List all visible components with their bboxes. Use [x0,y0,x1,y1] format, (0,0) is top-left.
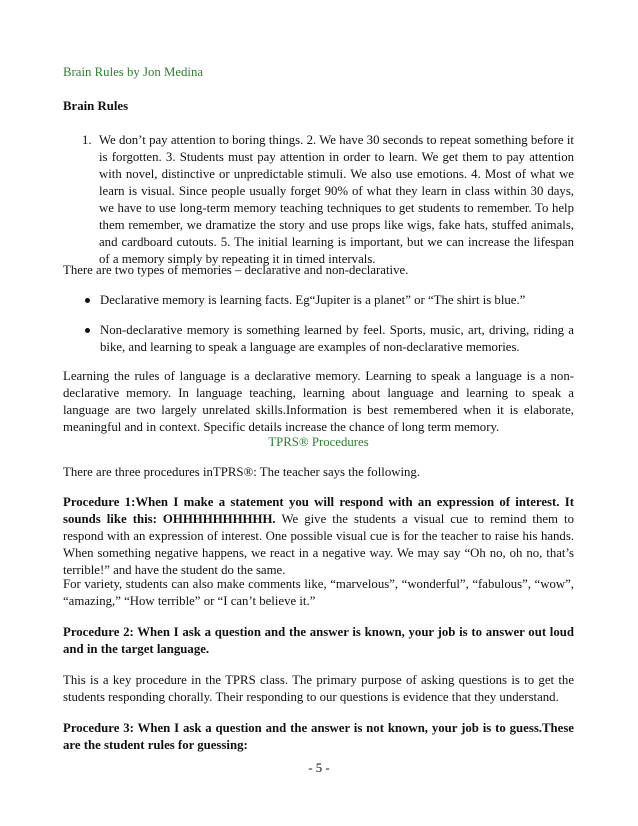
bullet-icon [85,328,90,333]
variety-paragraph: For variety, students can also make comments like, “marvelous”, “wonderful”, “fabulous”, “wow”, “amazing,” “How terrible” or “I can’t believe it.” [63,577,574,608]
tprs-intro: There are three procedures inTPRS®: The teacher says the following. [63,465,421,479]
bullet-icon [85,298,90,303]
procedure-2-text: This is a key procedure in the TPRS class. The primary purpose of asking questions is to get the students responding chorally. Their responding to our questions is evidence that they understand. [63,673,574,704]
list-item-text: We don’t pay attention to boring things. 2. We have 30 seconds to repeat something before it is forgotten. 3. Students must pay attention in order to learn. We get them to pay attention with novel, distinctive or unpredictable stimuli. We also use emotions. 4. Most of what we learn is visual. Since people usually forget 90% of what they learn in class within 30 days, we have to use long-term memory teaching techniques to get students to remember. To help them remember, we dramatize the story and use props like wigs, fake hats, stuffed animals, and cardboard cutouts. 5. The initial learning is important, but we can increase the lifespan of a memory simply by repeating it in timed intervals. [99,133,574,266]
procedure-1-paragraph [63,494,574,579]
bullet-item [82,292,574,309]
procedure-3-title: Procedure 3: When I ask a question and the answer is not known, your job is to guess.These are the student rules for guessing: [63,721,574,752]
bullet-text: Non-declarative memory is something learned by feel. Sports, music, art, driving, riding a bike, and learning to speak a language are examples of non-declarative memories. [100,323,574,354]
section-heading-brain-rules: Brain Rules [63,99,129,113]
procedure-1-title: Procedure 1:When I make a statement you will respond with an expression of interest. It sounds like this: OHHHHHHHHHH. [63,495,574,526]
bullet-item [82,322,574,356]
bullet-text: Declarative memory is learning facts. Eg“Jupiter is a planet” or “The shirt is blue.” [100,293,526,307]
memories-intro: There are two types of memories – declarative and non-declarative. [63,263,409,277]
tprs-heading: TPRS® Procedures [268,435,369,449]
list-number: 1. [82,133,92,147]
header-title: Brain Rules by Jon Medina [63,65,204,79]
procedure-1-text: We give the students a visual cue to remind them to respond with an expression of interest. One possible visual cue is for the teacher to raise his hands. When something negative happens, we react in a negative way. We may say “Oh no, oh no, that’s terrible!” and have the student do the same. [63,512,574,577]
brain-rules-list-item [82,132,574,268]
memories-paragraph: Learning the rules of language is a declarative memory. Learning to speak a language is a non-declarative memory. In language teaching, learning about language and learning to speak a language are two largely unrelated skills.Information is best remembered when it is elaborate, meaningful and in context. Specific details increase the chance of long term memory. [63,369,574,434]
procedure-2-title: Procedure 2: When I ask a question and the answer is known, your job is to answer out loud and in the target language. [63,625,574,656]
page-number: - 5 - [308,761,330,775]
